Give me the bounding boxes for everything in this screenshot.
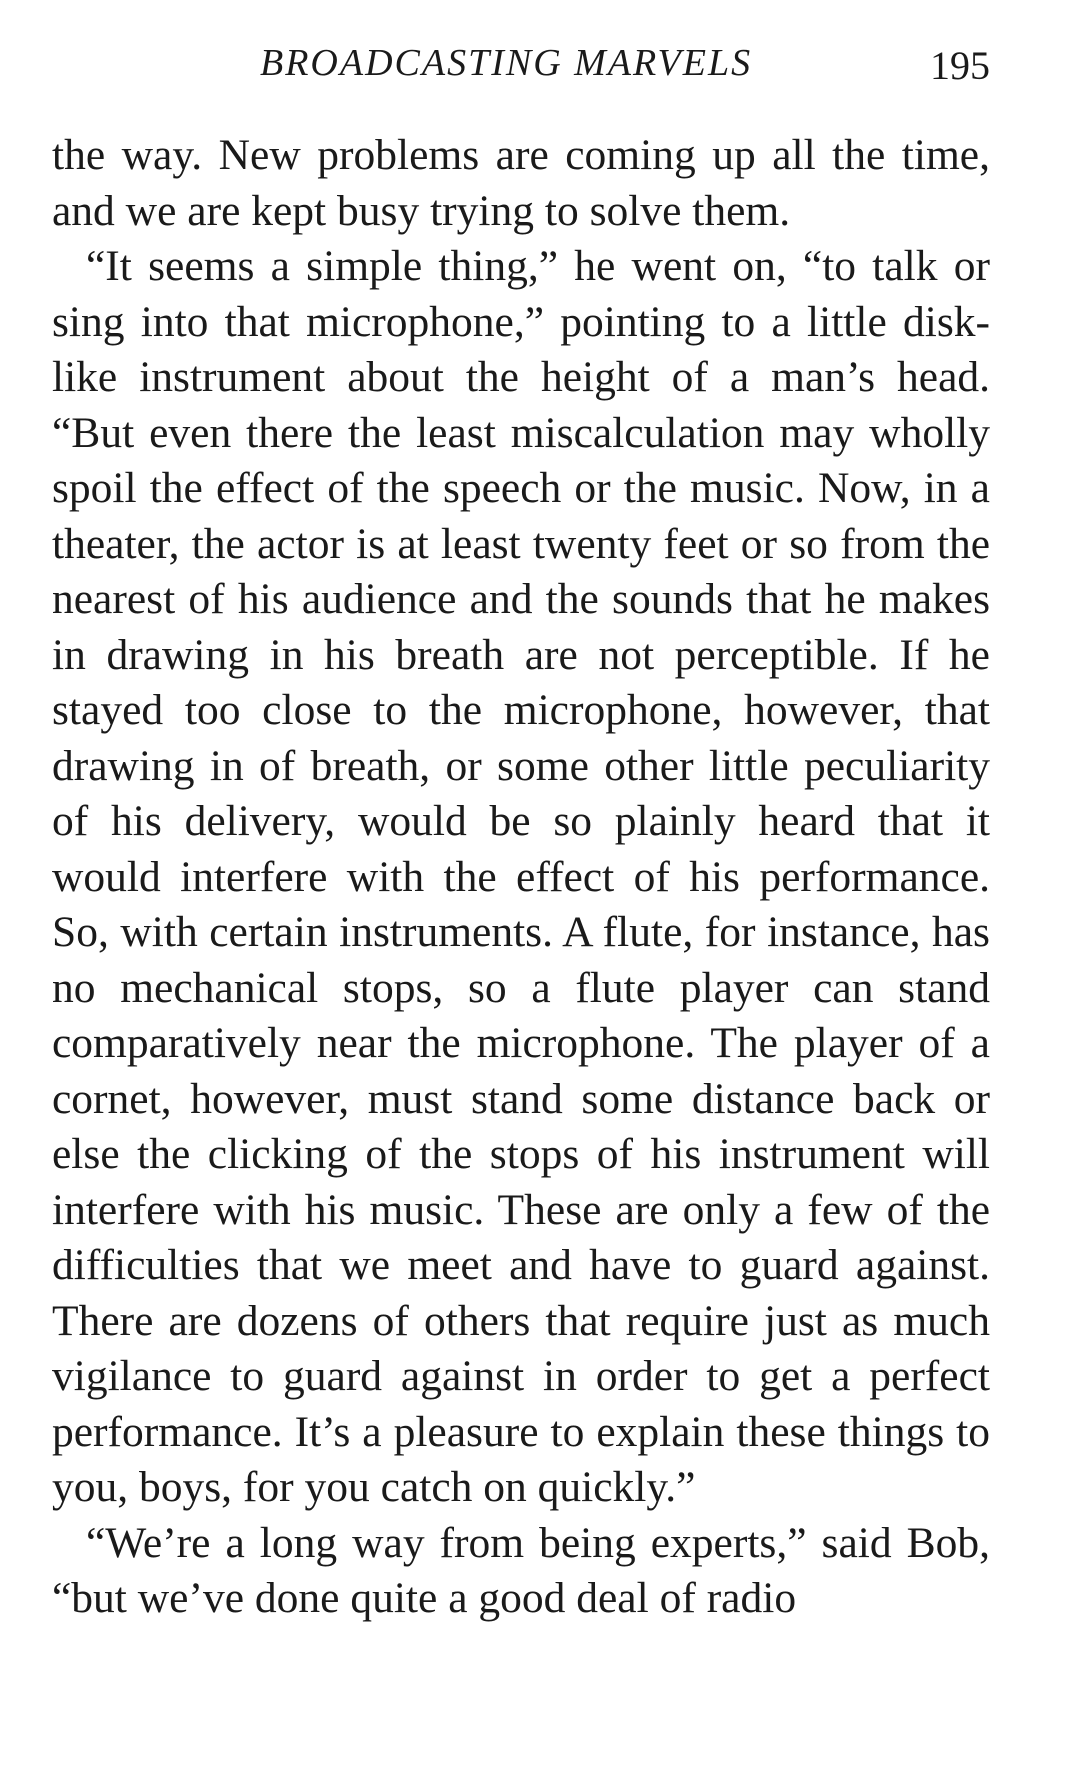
paragraph-continuation: the way. New problems are coming up all the time, and we are kept busy trying to solve them.: [52, 131, 990, 235]
running-head: [0, 44, 1086, 104]
running-title: BROADCASTING MARVELS: [260, 42, 753, 84]
body-text: [52, 128, 990, 1627]
page-number: 195: [930, 43, 990, 88]
paragraph-dialogue: “It seems a simple thing,” he went on, “to talk or sing into that microphone,” pointing to a little disk-like instrument about the height of a man’s head. “But even there the least miscalculation may wholly spoil the effect of the speech or the music. Now, in a theater, the actor is at least twenty feet or so from the nearest of his audience and the sounds that he makes in drawing in his breath are not perceptible. If he stayed too close to the microphone, however, that drawing in of breath, or some other little peculiarity of his delivery, would be so plainly heard that it would interfere with the effect of his performance. So, with certain instruments. A flute, for instance, has no mechanical stops, so a flute player can stand comparatively near the microphone. The player of a cornet, however, must stand some distance back or else the clicking of the stops of his instrument will interfere with his music. These are only a few of the difficulties that we meet and have to guard against. There are dozens of others that require just as much vigilance to guard against in order to get a perfect performance. It’s a pleasure to explain these things to you, boys, for you catch on quickly.”: [52, 242, 990, 1511]
paragraph-reply: “We’re a long way from being experts,” said Bob, “but we’ve done quite a good deal of radio: [52, 1518, 990, 1622]
